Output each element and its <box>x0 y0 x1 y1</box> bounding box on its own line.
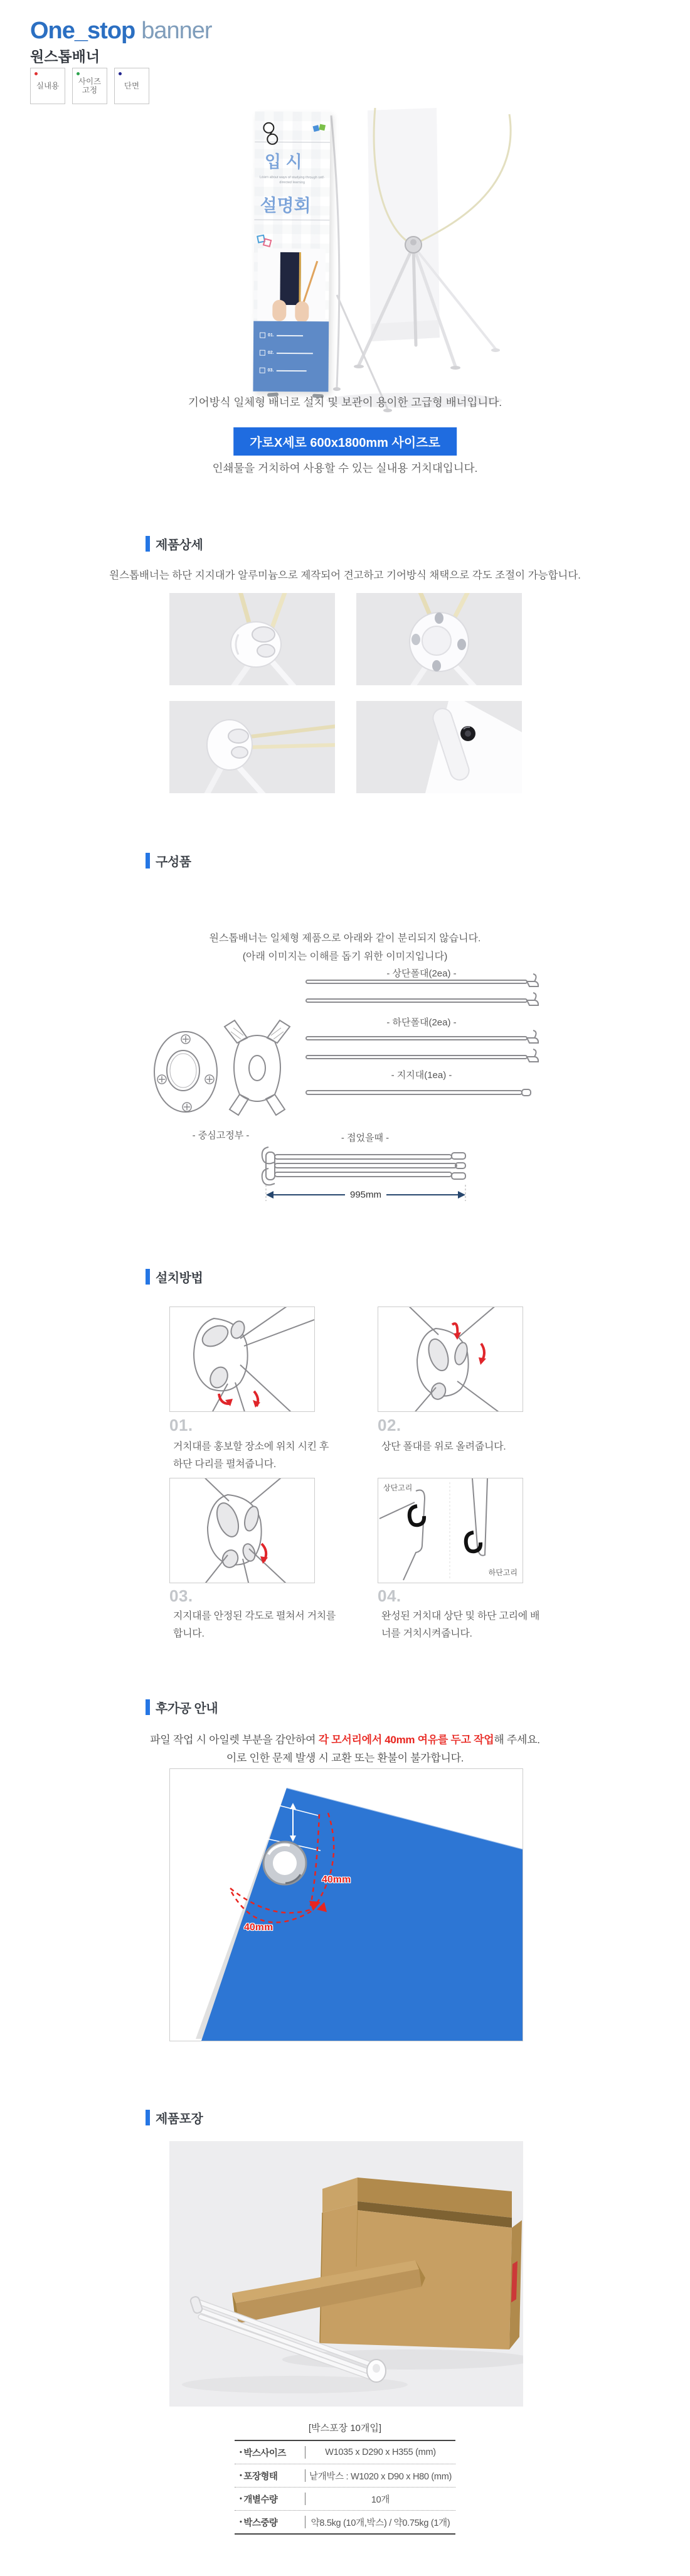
install-step-2-image <box>378 1307 523 1412</box>
finishing-warning-line-1 <box>0 1731 690 1746</box>
banner-blue-band <box>253 321 329 392</box>
red-dot-icon <box>34 72 38 75</box>
intro-line-1: 기어방식 일체형 배너로 설치 및 보관이 용이한 고급형 배너입니다. <box>188 396 502 409</box>
page-title-primary: One_stop <box>30 18 135 44</box>
section-marker-bar <box>146 853 150 868</box>
banner-item-number: 01. <box>268 333 274 338</box>
detail-image-hub-back <box>356 593 522 685</box>
banner-headline-2-text: 설명회 <box>260 195 311 216</box>
spec-label-text: 포장형태 <box>243 2471 278 2482</box>
banner-item-number: 03. <box>267 368 274 373</box>
tag-label: 실내용 <box>36 81 60 90</box>
install-step-4-image <box>378 1478 523 1583</box>
banner-front-illustration <box>253 112 330 392</box>
section-header-install <box>146 1268 203 1286</box>
hook-label-bottom: 하단고리 <box>488 1568 518 1577</box>
section-title: 구성품 <box>156 855 191 869</box>
warning-suffix: 해 주세요. <box>494 1734 540 1746</box>
label-folded: - 접었을때 - <box>341 1133 390 1143</box>
tiny-icon <box>260 350 265 356</box>
components-line-art <box>0 966 690 1205</box>
bullet-icon: • <box>240 2449 242 2456</box>
spec-value: 약8.5kg (10개,박스) / 약0.75kg (1개) <box>310 2518 450 2528</box>
hand-illustration <box>295 301 309 321</box>
intro-line-2: 인쇄물을 거치하여 사용할 수 있는 실내용 거치대입니다. <box>212 462 478 474</box>
packaging-caption: [박스포장 10개입] <box>308 2423 382 2434</box>
step-number: 02. <box>378 1416 401 1435</box>
green-dot-icon <box>77 72 80 75</box>
tag-fixed-size <box>72 68 107 104</box>
step-text: 지지대를 안정된 각도로 펼쳐서 거치를 합니다. <box>173 1611 336 1639</box>
bullet-icon: • <box>240 2472 242 2479</box>
x-stand-rear-illustration <box>0 107 690 433</box>
step-number: 04. <box>378 1586 401 1605</box>
spec-value: W1035 x D290 x H355 (mm) <box>325 2447 436 2457</box>
label-support-pole: - 지지대(1ea) - <box>391 1070 452 1081</box>
label-bottom-pole: - 하단폴대(2ea) - <box>386 1017 457 1028</box>
label-top-pole: - 상단폴대(2ea) - <box>386 968 457 979</box>
bullet-icon: • <box>240 2518 242 2526</box>
spec-label-text: 개별수량 <box>243 2494 278 2505</box>
warning-prefix: 파일 작업 시 아일렛 부분을 감안하여 <box>150 1734 319 1746</box>
tag-label: 사이즈 고정 <box>78 77 102 95</box>
detail-image-hub-side <box>169 593 335 685</box>
eyelet-detail-image <box>169 1768 523 2041</box>
tag-single-side <box>114 68 149 104</box>
spec-label <box>235 2446 305 2459</box>
tiny-icon <box>260 368 265 373</box>
hand-illustration <box>272 300 286 321</box>
glasses-doodle-icon <box>260 119 282 147</box>
dimension-40mm-horizontal: 40mm <box>244 1922 273 1933</box>
step-number: 03. <box>169 1586 193 1605</box>
table-row <box>235 2511 455 2533</box>
banner-headline-1-text: 입 시 <box>264 152 302 172</box>
table-row <box>235 2441 455 2464</box>
tag-doodle-icon <box>257 235 273 249</box>
section-marker-bar <box>146 1699 150 1715</box>
warning-red-text: 각 모서리에서 40mm 여유를 두고 작업 <box>318 1734 494 1746</box>
section-title: 제품포장 <box>156 2112 203 2126</box>
section-header-details <box>146 535 203 553</box>
text-bar <box>277 334 303 336</box>
detail-image-hub-folded <box>169 701 335 793</box>
pencil-illustration <box>302 261 318 306</box>
components-description-2: (아래 이미지는 이해를 돕기 위한 이미지입니다) <box>242 951 448 962</box>
banner-band-item <box>260 333 303 338</box>
table-row <box>235 2464 455 2488</box>
section-header-components <box>146 852 191 870</box>
bullet-icon: • <box>240 2495 242 2503</box>
text-bar <box>276 370 306 371</box>
folded-length-dimension: 995mm <box>345 1190 386 1200</box>
section-header-packaging <box>146 2108 203 2127</box>
book-illustration <box>280 252 301 305</box>
feature-tags <box>30 68 149 104</box>
finishing-warning-line-2: 이로 인한 문제 발생 시 교환 또는 환불이 불가합니다. <box>226 1752 464 1764</box>
details-description: 원스톱배너는 하단 지지대가 알루미늄으로 제작되어 견고하고 기어방식 채택으로 각도 조절이 가능합니다. <box>109 570 581 581</box>
dimension-10mm: 10mm <box>244 1818 268 1827</box>
product-hero-image <box>0 107 690 433</box>
step-text: 상단 폴대를 위로 올려줍니다. <box>381 1441 506 1452</box>
crop-mark <box>254 220 329 221</box>
components-diagram <box>0 966 690 1205</box>
spec-label <box>235 2516 305 2529</box>
section-marker-bar <box>146 2110 150 2125</box>
section-header-finishing <box>146 1698 218 1716</box>
hook-label-top: 상단고리 <box>383 1483 413 1492</box>
section-marker-bar <box>146 1269 150 1285</box>
size-highlight-box: 가로X세로 600x1800mm 사이즈로 <box>233 427 457 456</box>
install-step-3-image <box>169 1478 315 1583</box>
components-description-1: 원스톱배너는 일체형 제품으로 아래와 같이 분리되지 않습니다. <box>209 933 481 944</box>
packaging-photo <box>169 2141 523 2407</box>
banner-item-number: 02. <box>267 350 274 355</box>
spec-label-text: 박스중량 <box>243 2518 278 2528</box>
step-text: 완성된 거치대 상단 및 하단 고리에 배너를 거치시켜줍니다. <box>381 1611 540 1639</box>
section-title: 후가공 안내 <box>156 1702 218 1716</box>
table-row <box>235 2488 455 2511</box>
section-title: 제품상세 <box>156 538 203 552</box>
install-step-1-image <box>169 1307 315 1412</box>
section-title: 설치방법 <box>156 1271 203 1285</box>
spec-label <box>235 2493 305 2506</box>
spec-label <box>235 2469 305 2482</box>
banner-subtext: Learn about ways of studying through self-directed learning <box>259 175 325 184</box>
banner-band-item <box>260 350 313 356</box>
detail-image-pole-grommet <box>356 701 522 793</box>
section-marker-bar <box>146 536 150 552</box>
step-text: 거치대를 홍보할 장소에 위치 시킨 후 하단 다리를 펼쳐줍니다. <box>173 1441 329 1470</box>
tag-doodle-icon <box>312 123 326 134</box>
page-subtitle: 원스톱배너 <box>30 48 100 65</box>
text-bar <box>277 352 313 353</box>
tiny-icon <box>260 333 265 338</box>
banner-headline-2 <box>254 192 329 218</box>
spec-value: 10개 <box>371 2494 390 2505</box>
banner-band-item <box>260 368 307 374</box>
page-title-secondary: banner <box>141 18 212 44</box>
step-number: 01. <box>169 1416 193 1435</box>
tag-label: 단면 <box>124 81 140 90</box>
tag-indoor <box>30 68 65 104</box>
banner-photo-book-hands <box>257 249 326 322</box>
label-center-hub: - 중심고정부 - <box>192 1130 250 1141</box>
dimension-40mm-vertical: 40mm <box>322 1874 351 1885</box>
spec-value: 낱개박스 : W1020 x D90 x H80 (mm) <box>309 2471 452 2482</box>
banner-headline-1 <box>255 148 330 173</box>
page-title <box>30 18 212 45</box>
spec-label-text: 박스사이즈 <box>243 2448 286 2459</box>
navy-dot-icon <box>119 72 122 75</box>
packaging-spec-table <box>235 2440 455 2535</box>
